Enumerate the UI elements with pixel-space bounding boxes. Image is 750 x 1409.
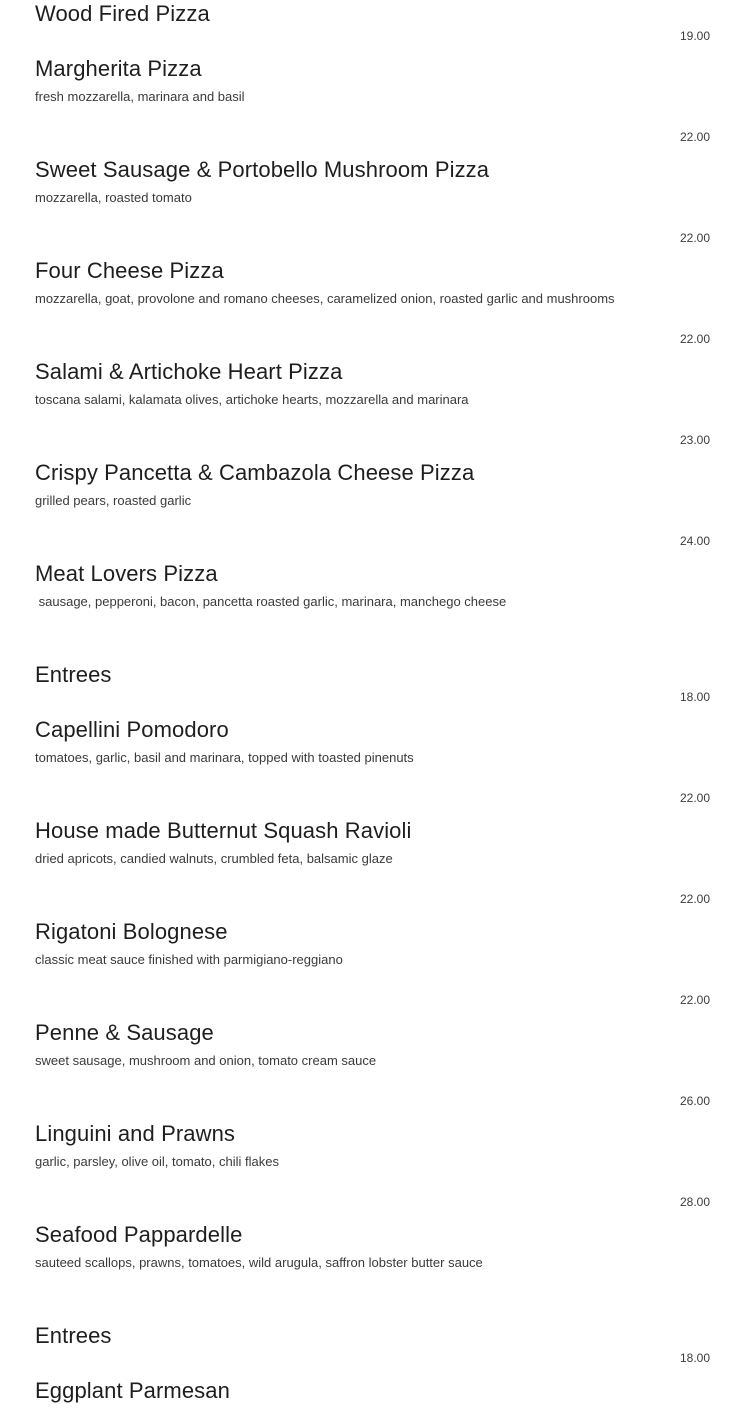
menu-item [35,533,710,610]
item-price: 22.00 [679,231,710,245]
menu-section [35,0,710,610]
menu-item [35,1093,710,1170]
menu-item [35,891,710,968]
item-name: Linguini and Prawns [35,1121,236,1146]
item-price: 23.00 [679,433,710,447]
section-items [35,689,710,1271]
section-items [35,1350,710,1406]
item-price: 22.00 [679,332,710,346]
item-description: sausage, pepperoni, bacon, pancetta roasted garlic, marinara, manchego cheese [35,594,507,609]
item-description: dried apricots, candied walnuts, crumbled feta, balsamic glaze [35,851,393,866]
item-price: 22.00 [679,993,710,1007]
item-description: toscana salami, kalamata olives, artichoke hearts, mozzarella and marinara [35,392,469,407]
item-price: 18.00 [679,1351,710,1365]
item-name: House made Butternut Squash Ravioli [35,818,412,843]
item-description: classic meat sauce finished with parmigiano-reggiano [35,952,343,967]
section-items [35,28,710,610]
item-name: Penne & Sausage [35,1020,214,1045]
item-name: Margherita Pizza [35,56,202,81]
item-name: Rigatoni Bolognese [35,919,228,944]
item-description: mozzarella, goat, provolone and romano cheeses, caramelized onion, roasted garlic and mushrooms [35,291,615,306]
menu-item [35,432,710,509]
item-price: 18.00 [679,690,710,704]
menu-item [35,129,710,206]
item-description: mozzarella, roasted tomato [35,190,192,205]
menu-item [35,790,710,867]
item-name: Sweet Sausage & Portobello Mushroom Pizza [35,157,490,182]
section-title: Entrees [35,662,112,687]
item-description: tomatoes, garlic, basil and marinara, topped with toasted pinenuts [35,750,414,765]
item-name: Meat Lovers Pizza [35,561,218,586]
item-name: Four Cheese Pizza [35,258,224,283]
item-name: Salami & Artichoke Heart Pizza [35,359,343,384]
item-description: garlic, parsley, olive oil, tomato, chili flakes [35,1154,279,1169]
section-title: Wood Fired Pizza [35,1,210,26]
menu-item [35,331,710,408]
item-name: Seafood Pappardelle [35,1222,243,1247]
item-name: Eggplant Parmesan [35,1378,230,1403]
item-description: fresh mozzarella, marinara and basil [35,89,245,104]
menu-item [35,992,710,1069]
menu-section [35,661,710,1271]
item-price: 28.00 [679,1195,710,1209]
item-price: 24.00 [679,534,710,548]
item-price: 19.00 [679,29,710,43]
item-name: Crispy Pancetta & Cambazola Cheese Pizza [35,460,475,485]
item-price: 22.00 [679,791,710,805]
item-name: Capellini Pomodoro [35,717,229,742]
menu [35,0,710,1406]
section-title: Entrees [35,1323,112,1348]
item-price: 22.00 [679,892,710,906]
menu-item [35,1194,710,1271]
item-description: sauteed scallops, prawns, tomatoes, wild arugula, saffron lobster butter sauce [35,1255,483,1270]
menu-item [35,230,710,307]
menu-item [35,28,710,105]
item-price: 26.00 [679,1094,710,1108]
menu-section [35,1322,710,1406]
menu-item [35,689,710,766]
item-description: grilled pears, roasted garlic [35,493,192,508]
item-description: sweet sausage, mushroom and onion, tomato cream sauce [35,1053,377,1068]
menu-item [35,1350,710,1406]
item-price: 22.00 [679,130,710,144]
